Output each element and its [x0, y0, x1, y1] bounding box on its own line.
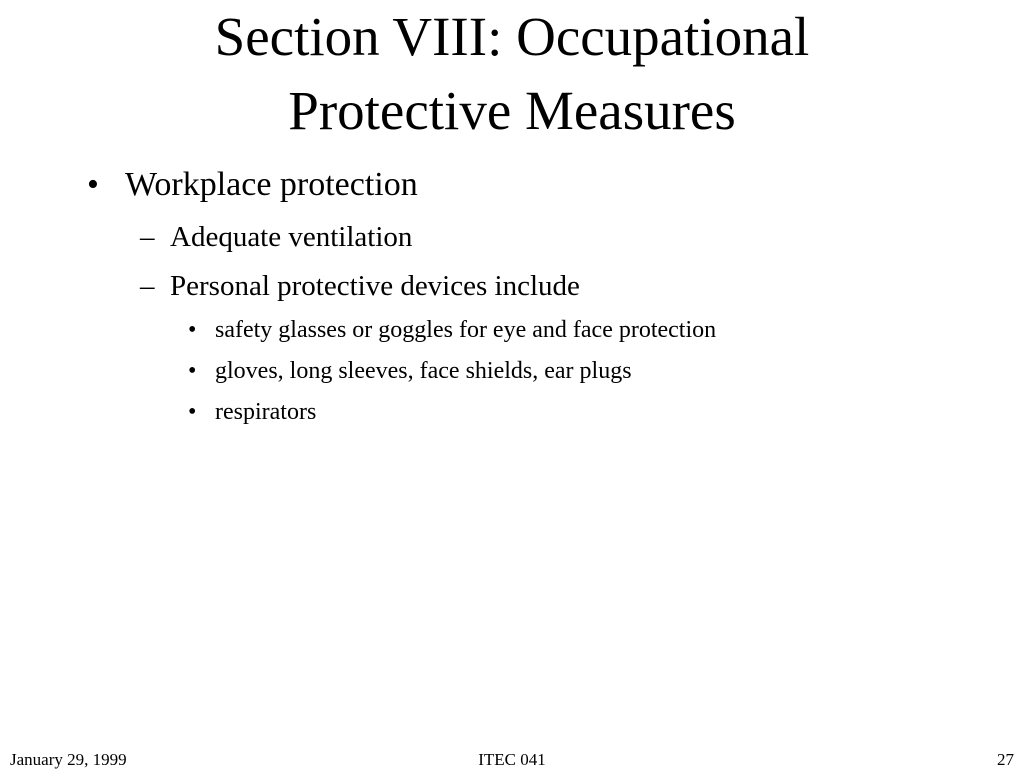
sub-item-text: Personal protective devices include: [170, 270, 580, 302]
bullet-marker: •: [87, 166, 99, 203]
bullet-marker: •: [188, 399, 197, 425]
sub-item-personal-protective-devices: [140, 269, 580, 303]
device-item-gloves: [188, 357, 632, 385]
sub-item-text: Adequate ventilation: [170, 221, 413, 253]
device-item-safety-glasses: [188, 316, 716, 344]
device-item-text: safety glasses or goggles for eye and face protection: [215, 317, 717, 343]
dash-marker: –: [140, 221, 155, 253]
bullet-item-workplace-protection: [87, 165, 418, 205]
device-item-respirators: [188, 398, 316, 426]
bullet-text: Workplace protection: [125, 166, 418, 203]
bullet-marker: •: [188, 317, 197, 343]
device-item-text: respirators: [215, 399, 317, 425]
sub-item-adequate-ventilation: [140, 220, 412, 254]
footer-date: January 29, 1999: [10, 750, 127, 769]
footer-page-number: 27: [997, 750, 1014, 769]
dash-marker: –: [140, 270, 155, 302]
slide-title-line-2: Protective Measures: [288, 80, 736, 141]
bullet-marker: •: [188, 358, 197, 384]
slide-title-line-1: Section VIII: Occupational: [214, 6, 810, 67]
device-item-text: gloves, long sleeves, face shields, ear plugs: [215, 358, 632, 384]
footer-course: ITEC 041: [478, 750, 546, 769]
